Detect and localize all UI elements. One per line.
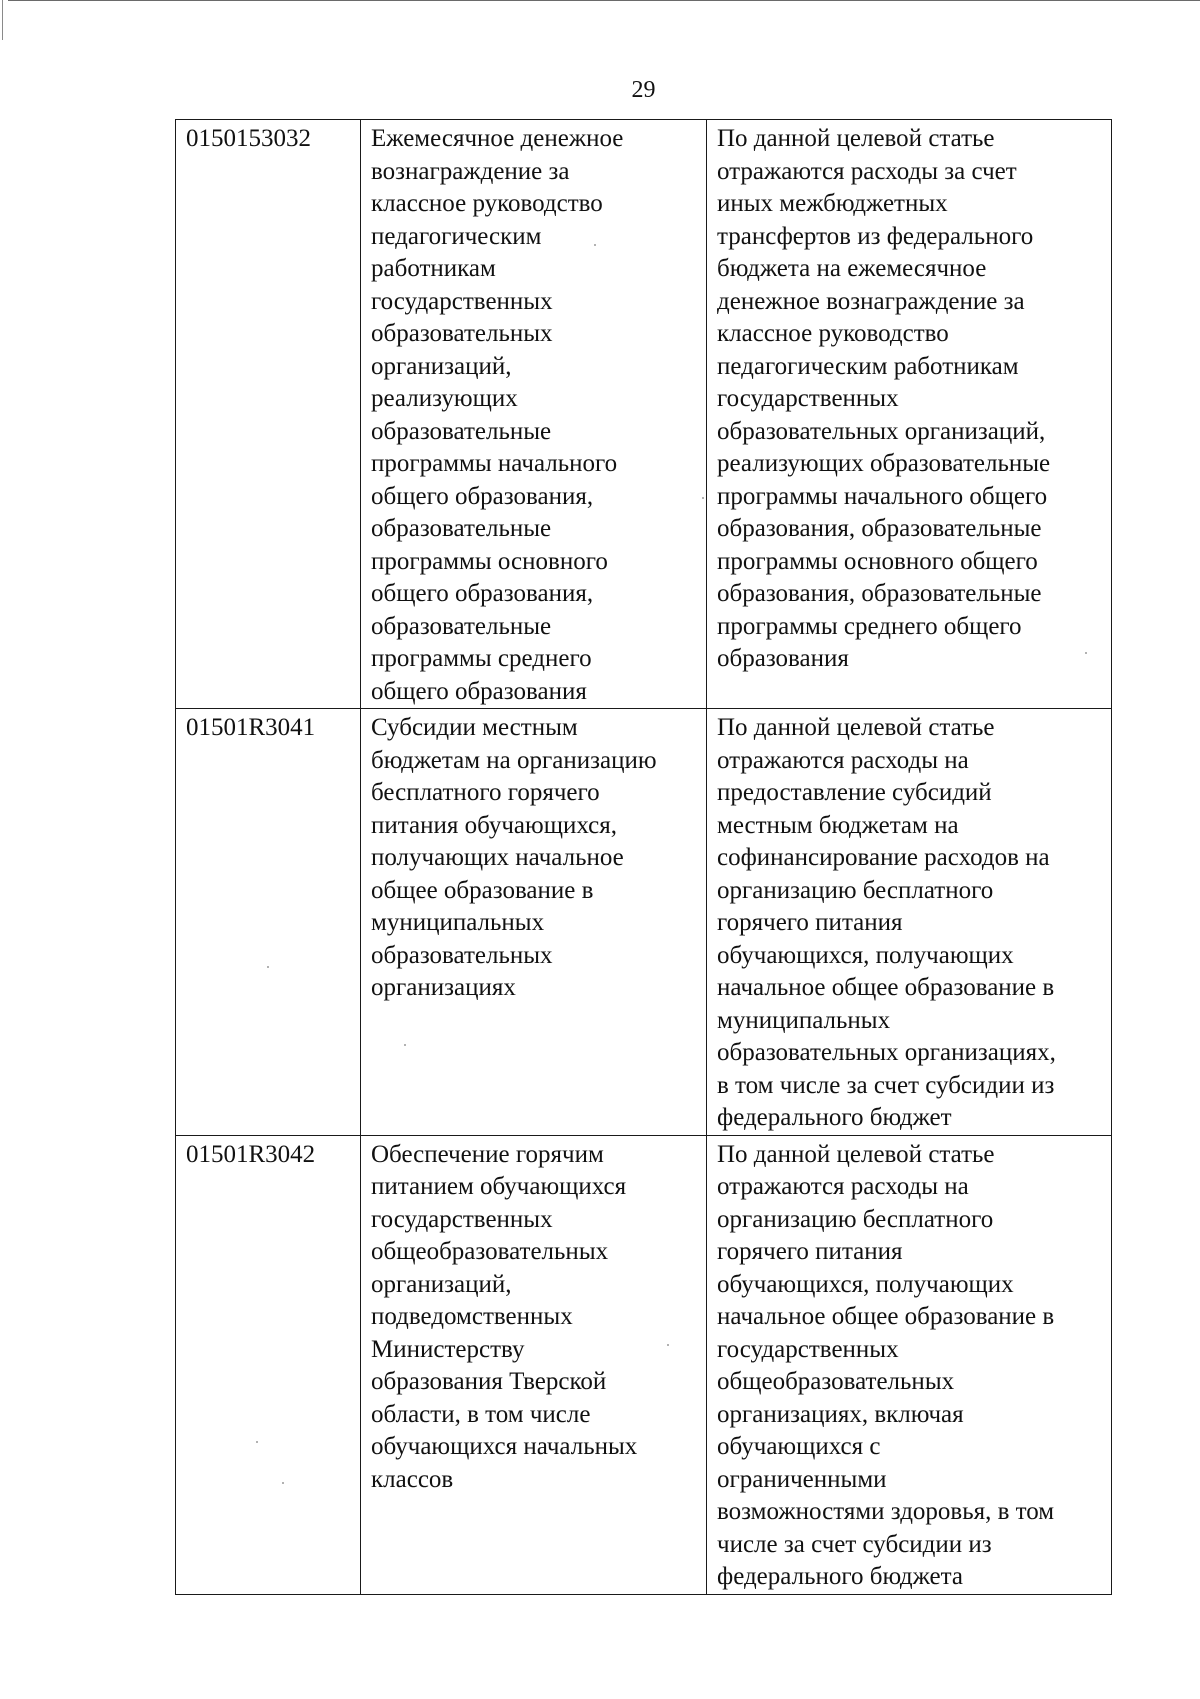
description-line: организацию бесплатного: [717, 876, 994, 904]
scan-speck: [702, 497, 704, 499]
description-cell: [707, 1135, 1112, 1594]
description-line: программы основного общего: [717, 547, 1038, 575]
scan-edge-top: [8, 0, 1200, 1]
description-line: организациях, включая: [717, 1400, 964, 1428]
description-line: софинансирование расходов на: [717, 844, 1050, 871]
expense-name-cell: [361, 709, 707, 1136]
expense-name-line: реализующих: [371, 385, 518, 412]
table-row: [176, 120, 1112, 709]
description-line: иных межбюджетных: [717, 190, 948, 217]
expense-name-line: получающих начальное: [371, 844, 624, 871]
scan-speck: [667, 1344, 669, 1346]
description-line: обучающихся с: [717, 1433, 881, 1460]
expense-name-line: общеобразовательных: [371, 1238, 609, 1265]
expense-name-line: Министерству: [371, 1335, 525, 1363]
description-cell: [707, 709, 1112, 1136]
expense-name-line: государственных: [371, 1205, 553, 1233]
description-line: федерального бюджет: [717, 1104, 952, 1131]
description-line: в том числе за счет субсидии из: [717, 1071, 1055, 1099]
scan-speck: [594, 244, 596, 246]
description-line: общеобразовательных: [717, 1368, 955, 1395]
description-line: обучающихся, получающих: [717, 1270, 1014, 1298]
expense-name-line: программы среднего: [371, 645, 592, 672]
target-code-cell: [176, 709, 361, 1136]
description-line: горячего питания: [717, 909, 903, 936]
budget-classification-table: [175, 119, 1112, 1595]
expense-name-line: общего образования: [371, 677, 587, 705]
expense-name-line: подведомственных: [371, 1303, 573, 1330]
expense-name-line: бюджетам на организацию: [371, 746, 657, 774]
expense-name-line: работникам: [371, 255, 496, 282]
description-line: классное руководство: [717, 320, 949, 347]
description-line: реализующих образовательные: [717, 450, 1051, 477]
expense-name-line: классное руководство: [371, 190, 603, 217]
expense-name-line: педагогическим: [371, 222, 542, 250]
expense-name-cell: [361, 1135, 707, 1594]
description-line: начальное общее образование в: [717, 974, 1055, 1001]
expense-name-line: муниципальных: [371, 909, 545, 936]
description-line: возможностями здоровья, в том: [717, 1498, 1055, 1525]
expense-name-line: образования Тверской: [371, 1368, 607, 1395]
description-line: По данной целевой статье: [717, 714, 995, 741]
scan-speck: [404, 1044, 406, 1046]
scan-speck: [282, 1482, 284, 1484]
expense-name-line: образовательные: [371, 612, 552, 640]
expense-name-line: бесплатного горячего: [371, 779, 600, 806]
description-line: педагогическим работникам: [717, 352, 1019, 380]
description-cell: [707, 120, 1112, 709]
expense-name-line: программы основного: [371, 547, 608, 575]
description-line: отражаются расходы на: [717, 1173, 969, 1200]
expense-name-line: вознаграждение за: [371, 157, 570, 185]
table-body: [176, 120, 1112, 1595]
expense-name-line: классов: [371, 1465, 454, 1493]
description-line: программы среднего общего: [717, 612, 1022, 640]
description-line: По данной целевой статье: [717, 125, 995, 152]
table-row: [176, 1135, 1112, 1594]
description-line: отражаются расходы за счет: [717, 157, 1017, 185]
expense-name-line: питания обучающихся,: [371, 811, 617, 839]
target-code: 0150153032: [186, 125, 311, 152]
expense-name-line: питанием обучающихся: [371, 1173, 627, 1200]
description-line: обучающихся, получающих: [717, 941, 1014, 969]
scan-speck: [256, 1441, 258, 1443]
description-line: денежное вознаграждение за: [717, 287, 1025, 315]
description-line: организацию бесплатного: [717, 1205, 994, 1233]
expense-name-line: организаций,: [371, 1270, 512, 1298]
expense-name-line: общее образование в: [371, 876, 594, 904]
expense-name-line: организациях: [371, 974, 516, 1001]
scan-speck: [267, 966, 269, 968]
description-line: образовательных организациях,: [717, 1039, 1056, 1066]
description-line: горячего питания: [717, 1238, 903, 1265]
description-line: местным бюджетам на: [717, 811, 959, 839]
description-line: трансфертов из федерального: [717, 222, 1034, 250]
expense-name-line: программы начального: [371, 450, 618, 477]
description-line: По данной целевой статье: [717, 1140, 995, 1168]
description-line: отражаются расходы на: [717, 746, 969, 774]
expense-name-line: общего образования,: [371, 580, 594, 607]
expense-name-line: образовательные: [371, 417, 552, 445]
scan-speck: [1085, 652, 1087, 654]
expense-name-line: образовательных: [371, 941, 553, 969]
description-line: начальное общее образование в: [717, 1303, 1055, 1330]
expense-name-line: образовательные: [371, 515, 552, 542]
expense-name-line: организаций,: [371, 352, 512, 380]
target-code: 01501R3042: [186, 1140, 316, 1168]
description-line: образовательных организаций,: [717, 417, 1046, 445]
description-line: программы начального общего: [717, 482, 1048, 510]
description-line: бюджета на ежемесячное: [717, 255, 987, 282]
description-line: числе за счет субсидии из: [717, 1530, 992, 1558]
target-code-cell: [176, 120, 361, 709]
expense-name-line: обучающихся начальных: [371, 1433, 638, 1460]
page-number: 29: [631, 77, 656, 103]
expense-name-line: общего образования,: [371, 482, 594, 510]
expense-name-line: области, в том числе: [371, 1400, 591, 1428]
description-line: образования, образовательные: [717, 580, 1042, 607]
description-line: муниципальных: [717, 1006, 891, 1034]
table-row: [176, 709, 1112, 1136]
expense-name-line: Обеспечение горячим: [371, 1140, 604, 1168]
scan-edge-left: [2, 0, 3, 40]
description-line: государственных: [717, 385, 899, 412]
description-line: федерального бюджета: [717, 1563, 963, 1590]
description-line: государственных: [717, 1335, 899, 1363]
target-code-cell: [176, 1135, 361, 1594]
description-line: предоставление субсидий: [717, 779, 992, 806]
description-line: образования, образовательные: [717, 515, 1042, 542]
expense-name-line: государственных: [371, 287, 553, 315]
expense-name-line: образовательных: [371, 320, 553, 347]
expense-name-line: Субсидии местным: [371, 714, 578, 741]
expense-name-cell: [361, 120, 707, 709]
description-line: ограниченными: [717, 1465, 887, 1493]
description-line: образования: [717, 645, 849, 672]
target-code: 01501R3041: [186, 714, 316, 741]
expense-name-line: Ежемесячное денежное: [371, 125, 624, 152]
